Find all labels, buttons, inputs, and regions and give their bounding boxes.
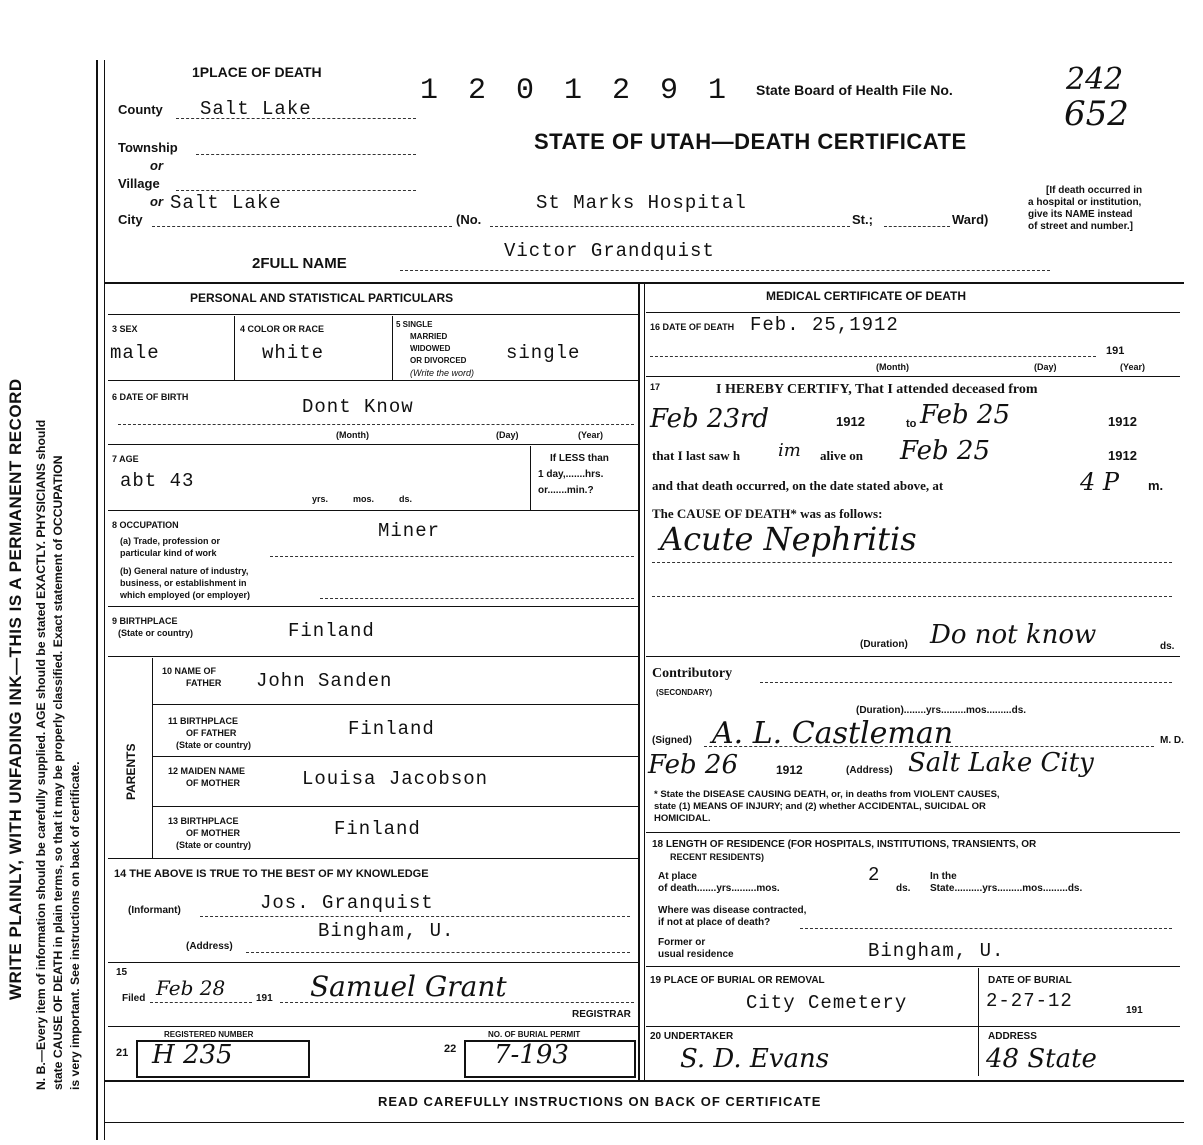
undertaker-label: 20 UNDERTAKER [650,1031,734,1042]
ward-label: Ward) [952,212,989,227]
father-bp-label-1: 11 BIRTHPLACE [168,716,239,726]
mother-name-value: Louisa Jacobson [302,768,489,790]
street-no-label: (No. [456,212,482,227]
cause-of-death: Acute Nephritis [660,520,917,558]
hospital-note-4: of street and number.] [1028,221,1134,232]
mother-birthplace-value: Finland [334,818,421,840]
signed-year: 1912 [776,763,803,777]
age-label: 7 AGE [112,454,139,464]
occupation-a1: (a) Trade, profession or [120,536,221,546]
filed-number: 15 [116,967,128,978]
undertaker-address-label: ADDRESS [988,1031,1037,1042]
reg-number-value: H 235 [152,1040,233,1070]
father-bp-label-3: (State or country) [176,740,252,750]
sex-value: male [110,342,160,364]
occupation-value: Miner [378,520,441,542]
former-residence-label-2: usual residence [658,949,734,960]
burial-date-label: DATE OF BURIAL [988,975,1072,986]
signed-date: Feb 26 [648,750,738,780]
reg-number-label: REGISTERED NUMBER [164,1030,254,1039]
former-residence-value: Bingham, U. [868,940,1005,962]
burial-place-value: City Cemetery [746,992,908,1014]
certificate-number: 1 2 0 1 2 9 1 [420,74,733,108]
less-than-1: If LESS than [550,453,609,464]
death-year-suffix: 191 [1106,345,1125,357]
certify-number: 17 [650,382,661,392]
physician-address: Salt Lake City [908,748,1094,778]
hospital-note-1: [If death occurred in [1046,185,1143,196]
dob-day-label: (Day) [496,430,519,440]
residence-label-1: 18 LENGTH OF RESIDENCE (FOR HOSPITALS, INSTITUTIONS, TRANSIENTS, OR [652,839,1037,850]
mother-bp-label-1: 13 BIRTHPLACE [168,816,239,826]
file-number-1: 242 [1066,62,1124,97]
filed-year: 191 [256,993,273,1004]
occupation-b3: which employed (or employer) [120,590,251,600]
physician-signature: A. L. Castleman [712,716,954,751]
death-month-label: (Month) [876,362,909,372]
contracted-label-1: Where was disease contracted, [658,905,807,916]
father-bp-label-2: OF FATHER [186,728,237,738]
death-date-value: Feb. 25,1912 [750,314,899,336]
hospital-note-3: give its NAME instead [1028,209,1133,220]
md-label: M. D. [1160,735,1184,746]
age-units: yrs. mos. ds. [312,494,413,504]
full-name-label: 2FULL NAME [252,255,347,272]
footer-instructions: READ CAREFULLY INSTRUCTIONS ON BACK OF CERTIFICATE [378,1094,822,1109]
certificate-title: STATE OF UTAH—DEATH CERTIFICATE [534,129,967,154]
city-value: Salt Lake [170,192,282,214]
attended-to-label: to [906,418,917,430]
occupation-b1: (b) General nature of industry, [120,566,249,576]
birthplace-value: Finland [288,620,375,642]
father-name-value: John Sanden [256,670,393,692]
birthplace-sub: (State or country) [118,628,194,638]
death-day-label: (Day) [1034,362,1057,372]
physician-address-label: (Address) [846,765,893,776]
at-place-label-1: At place [658,871,697,882]
filed-date: Feb 28 [156,976,226,1000]
county-value: Salt Lake [200,98,312,120]
footnote-1: * State the DISEASE CAUSING DEATH, or, in deaths from VIOLENT CAUSES, [654,789,1000,800]
registrar-signature: Samuel Grant [310,970,507,1003]
informant-title: 14 THE ABOVE IS TRUE TO THE BEST OF MY KNOWLEDGE [114,868,429,880]
attended-to-date: Feb 25 [920,400,1010,430]
burial-permit-label: NO. OF BURIAL PERMIT [488,1030,581,1039]
medical-section-title: MEDICAL CERTIFICATE OF DEATH [766,289,966,303]
burial-permit-value: 7-193 [494,1040,569,1070]
birthplace-label: 9 BIRTHPLACE [112,616,178,626]
marital-label-1: 5 SINGLE [396,320,433,329]
township-label: Township [118,140,178,155]
death-time: 4 P [1080,468,1120,496]
village-label: Village [118,176,160,191]
less-than-3: or.......min.? [538,485,594,496]
left-border-line [96,60,98,1140]
death-time-m: m. [1148,478,1164,493]
dob-label: 6 DATE OF BIRTH [112,392,189,402]
informant-value: Jos. Granquist [260,892,434,914]
place-of-death-label: 1PLACE OF DEATH [192,64,322,80]
death-year-label: (Year) [1120,362,1146,372]
alive-on-label: alive on [820,448,863,463]
burial-place-label: 19 PLACE OF BURIAL OR REMOVAL [650,975,825,986]
in-state-label-2: State..........yrs.........mos.........ds. [930,883,1083,894]
duration-ds: ds. [1160,641,1175,652]
footnote-3: HOMICIDAL. [654,813,711,824]
age-value: abt 43 [120,470,195,492]
burial-permit-no: 22 [444,1043,457,1055]
mother-bp-label-3: (State or country) [176,840,252,850]
dob-value: Dont Know [302,396,414,418]
city-label: City [118,212,143,227]
color-label: 4 COLOR OR RACE [240,324,325,334]
personal-section-title: PERSONAL AND STATISTICAL PARTICULARS [190,291,454,305]
undertaker-address-value: 48 State [986,1044,1097,1074]
center-divider [638,284,640,1080]
center-divider-2 [644,284,645,1080]
attended-to-year: 1912 [1108,414,1137,429]
last-saw-year: 1912 [1108,448,1137,463]
marital-label-5: (Write the word) [410,368,475,378]
sex-label: 3 SEX [112,324,138,334]
state-board-label: State Board of Health File No. [756,82,953,98]
dob-year-label: (Year) [578,430,604,440]
last-saw-date: Feb 25 [900,436,990,466]
attended-from-year: 1912 [836,414,865,429]
or-label-2: or [150,194,163,209]
duration-label: (Duration) [860,639,908,650]
footnote-2: state (1) MEANS OF INJURY; and (2) whether ACCIDENTAL, SUICIDAL OR [654,801,986,812]
residence-label-2: RECENT RESIDENTS) [670,852,765,862]
death-date-label: 16 DATE OF DEATH [650,322,735,332]
occupation-label: 8 OCCUPATION [112,520,179,530]
reg-number-no: 21 [116,1047,129,1059]
occupation-b2: business, or establishment in [120,578,247,588]
or-label-1: or [150,158,163,173]
informant-address-label: (Address) [186,941,233,952]
residence-ds: ds. [896,883,911,894]
mother-bp-label-2: OF MOTHER [186,828,240,838]
mother-name-label-1: 12 MAIDEN NAME [168,766,246,776]
burial-date-value: 2-27-12 [986,990,1073,1012]
former-residence-label-1: Former or [658,937,706,948]
contributory-label: Contributory [652,666,733,681]
contracted-label-2: if not at place of death? [658,917,771,928]
file-number-2: 652 [1064,94,1129,134]
left-border-line-inner [104,60,105,1140]
informant-address: Bingham, U. [318,920,455,942]
undertaker-value: S. D. Evans [680,1044,830,1074]
father-birthplace-value: Finland [348,718,435,740]
certify-text: I HEREBY CERTIFY, That I attended deceased from [716,382,1038,397]
filed-label: Filed [122,993,146,1004]
last-saw-label: that I last saw h [652,448,741,463]
county-label: County [118,102,163,117]
at-place-label-2: of death.......yrs.........mos. [658,883,780,894]
side-note-permanent-record: WRITE PLAINLY, WITH UNFADING INK—THIS IS A PERMANENT RECORD [6,378,25,1000]
marital-label-2: MARRIED [410,332,448,341]
marital-label-4: OR DIVORCED [410,356,467,365]
side-note-line-3: state CAUSE OF DEATH in plain terms, so that it may be properly classified. Exact statement of OCCUPATION [51,455,65,1090]
secondary-label: (SECONDARY) [656,688,713,697]
death-occurred-label: and that death occurred, on the date stated above, at [652,478,944,493]
side-note-line-2: N. B.—Every item of information should be carefully supplied. AGE should be stated EXACTLY. PHYSICIANS should [34,419,48,1090]
side-note-line-4: is very important. See instructions on back of certificate. [68,761,82,1090]
dob-month-label: (Month) [336,430,369,440]
full-name-value: Victor Grandquist [504,240,715,262]
less-than-2: 1 day,.......hrs. [538,469,604,480]
burial-year: 191 [1126,1005,1143,1016]
registrar-label: REGISTRAR [572,1009,631,1020]
cause-label: The CAUSE OF DEATH* was as follows: [652,506,883,521]
duration2-label: (Duration)........yrs.........mos.........ds. [856,705,1027,716]
signed-label: (Signed) [652,735,692,746]
occupation-a2: particular kind of work [120,548,217,558]
father-name-label-2: FATHER [186,678,222,688]
hospital-name: St Marks Hospital [536,192,747,214]
mother-name-label-2: OF MOTHER [186,778,240,788]
father-name-label-1: 10 NAME OF [162,666,217,676]
in-state-label-1: In the [930,871,957,882]
color-value: white [262,342,325,364]
hospital-note-2: a hospital or institution, [1028,197,1142,208]
last-saw-him: im [778,440,801,461]
informant-label: (Informant) [128,905,181,916]
duration-value: Do not know [930,620,1097,650]
parents-label: PARENTS [124,743,138,800]
marital-label-3: WIDOWED [410,344,451,353]
attended-from-date: Feb 23rd [650,404,770,434]
residence-days: 2 [868,864,881,886]
marital-value: single [506,342,581,364]
st-label: St.; [852,212,873,227]
